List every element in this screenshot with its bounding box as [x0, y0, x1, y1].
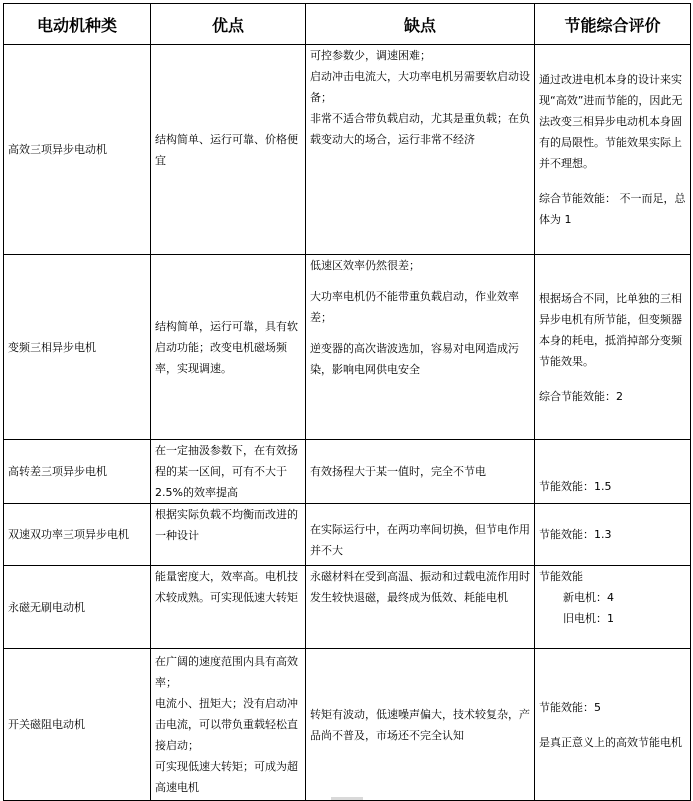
evaluation-cell: 节能效能：5 是真正意义上的高效节能电机 [535, 649, 691, 801]
motor-type-cell: 开关磁阻电动机 [4, 649, 151, 801]
table-row [4, 566, 691, 649]
header-cons: 缺点 [306, 4, 535, 45]
table-row [4, 649, 691, 801]
pros-cell: 在广阔的速度范围内具有高效率； 电流小、扭矩大；没有启动冲击电流，可以带负重载轻松直接启动； 可实现低速大转矩；可成为超高速电机 [151, 649, 306, 801]
header-evaluation: 节能综合评价 [535, 4, 691, 45]
cons-cell: 有效扬程大于某一值时，完全不节电 [306, 440, 535, 504]
motor-type-cell: 永磁无刷电动机 [4, 566, 151, 649]
motor-type-cell: 双速双功率三项异步电机 [4, 504, 151, 566]
header-pros: 优点 [151, 4, 306, 45]
evaluation-cell: 根据场合不同，比单独的三相异步电机有所节能，但变频器本身的耗电，抵消掉部分变频节能效果。 综合节能效能：2 [535, 255, 691, 440]
cons-cell: 低速区效率仍然很差； 大功率电机仍不能带重负载启动，作业效率差； 逆变器的高次谐波选加，容易对电网造成污染，影响电网供电安全 [306, 255, 535, 440]
pros-cell: 能量密度大，效率高。电机技术较成熟。可实现低速大转矩 [151, 566, 306, 649]
table-row [4, 504, 691, 566]
pros-cell: 结构简单、运行可靠、价格便宜 [151, 45, 306, 255]
table-row [4, 45, 691, 255]
comparison-table [3, 3, 691, 801]
pros-cell: 在一定抽汲参数下，在有效扬程的某一区间，可有不大于 2.5%的效率提高 [151, 440, 306, 504]
motor-type-cell: 高转差三项异步电机 [4, 440, 151, 504]
evaluation-cell: 节能效能 新电机：4 旧电机：1 [535, 566, 691, 649]
header-motor-type: 电动机种类 [4, 4, 151, 45]
header-row [4, 4, 691, 45]
cons-cell: 在实际运行中，在两功率间切换，但节电作用并不大 [306, 504, 535, 566]
motor-type-cell: 变频三相异步电机 [4, 255, 151, 440]
evaluation-cell: 节能效能：1.5 [535, 440, 691, 504]
cons-cell: 转矩有波动，低速噪声偏大，技术较复杂，产品尚不普及，市场还不完全认知 [306, 649, 535, 801]
evaluation-cell: 通过改进电机本身的设计来实现“高效”进而节能的，因此无法改变三相异步电动机本身固有的局限性。节能效果实际上并不理想。 综合节能效能： 不一而足，总体为 1 [535, 45, 691, 255]
cons-cell: 可控参数少，调速困难； 启动冲击电流大，大功率电机另需要软启动设备； 非常不适合带负载启动，尤其是重负载；在负载变动大的场合，运行非常不经济 [306, 45, 535, 255]
table-row [4, 255, 691, 440]
pros-cell: 结构简单，运行可靠，具有软启动功能；改变电机磁场频率，实现调速。 [151, 255, 306, 440]
motor-type-cell: 高效三项异步电动机 [4, 45, 151, 255]
cons-cell: 永磁材料在受到高温、振动和过载电流作用时发生较快退磁，最终成为低效、耗能电机 [306, 566, 535, 649]
evaluation-cell: 节能效能：1.3 [535, 504, 691, 566]
pros-cell: 根据实际负载不均衡而改进的一种设计 [151, 504, 306, 566]
table-row [4, 440, 691, 504]
